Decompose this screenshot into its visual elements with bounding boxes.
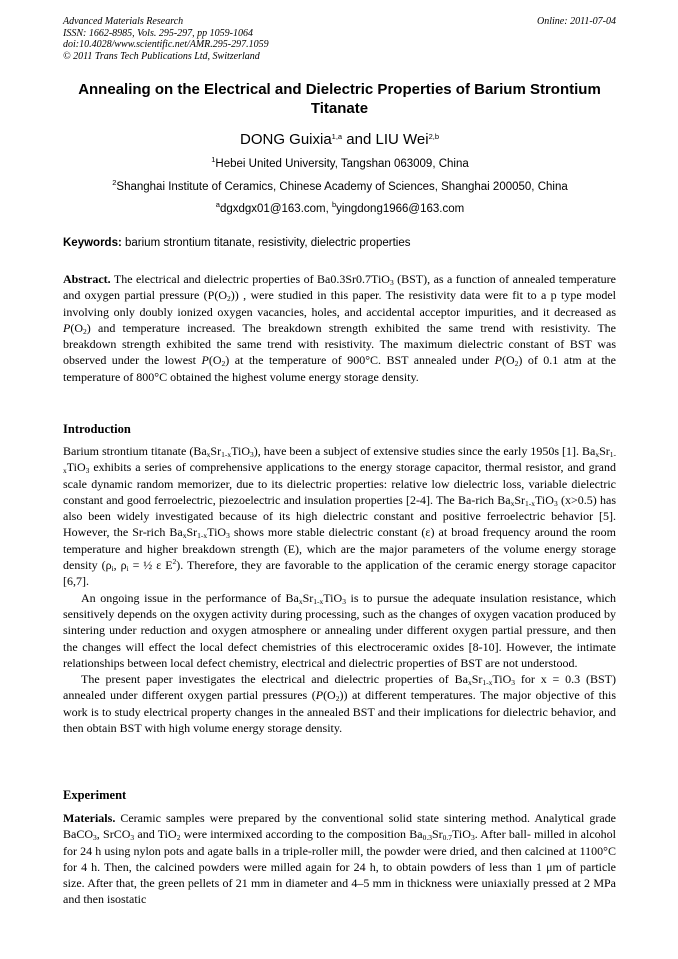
subscript: 3 xyxy=(250,450,254,459)
abstract-text: The electrical and dielectric properties of Ba0.3Sr0.7TiO xyxy=(110,272,390,286)
author-line xyxy=(63,130,616,150)
subscript: 3 xyxy=(226,531,230,541)
text-run: TiO xyxy=(452,827,471,842)
text-run: . After ball- milled in alcohol for 24 h using nylon pots and agate balls in a triple-roller mill, the powder were dried, and then calcined at 1100°C for 4 h. Then, the calcined powders were milled again for 24 h, to obtain powders of less than 1 μm of particle size. After that, the green pellets of 21 mm in diameter and 4–5 mm in thickness were uniaxially pressed at 2 MPa and then isostatic xyxy=(63,827,616,907)
affiliation-1 xyxy=(40,157,640,171)
subscript: 3 xyxy=(511,678,516,688)
subscript: 3 xyxy=(553,498,558,508)
abstract-italic: P xyxy=(201,353,209,368)
subscript: 1-x xyxy=(313,596,324,606)
author-conjunction: and xyxy=(342,131,376,148)
journal-name: Advanced Materials Research xyxy=(63,16,184,27)
subscript: 1-x xyxy=(482,678,493,688)
text-run: TiO xyxy=(535,492,554,507)
author-1-sup: 1,a xyxy=(331,132,343,141)
subscript: 3 xyxy=(342,596,346,606)
introduction-body xyxy=(63,443,616,736)
text-run: Sr xyxy=(431,827,443,842)
text-run: Sr xyxy=(599,444,610,458)
abstract-label: Abstract. xyxy=(63,272,111,286)
keywords xyxy=(63,236,616,250)
superscript: 2 xyxy=(172,557,177,567)
text-run: , SrCO xyxy=(96,827,131,842)
text-run: Sr xyxy=(210,444,222,458)
subscript: 0.7 xyxy=(442,833,453,843)
email-b: yingdong1966@163.com xyxy=(336,203,465,215)
keywords-label: Keywords: xyxy=(63,237,122,249)
affiliation-2 xyxy=(40,180,640,194)
email-a: dgxdgx01@163.com, xyxy=(219,203,332,215)
abstract-text: (O xyxy=(208,353,222,368)
affiliation-1-text: Hebei United University, Tangshan 063009, China xyxy=(215,158,469,170)
text-run: Sr xyxy=(514,492,526,507)
run-in-heading: Materials. xyxy=(63,811,116,825)
text-run: An ongoing issue in the performance of Ba xyxy=(81,590,299,605)
copyright-line: © 2011 Trans Tech Publications Ltd, Switzerland xyxy=(63,50,260,62)
subscript: 1-x xyxy=(63,450,617,476)
subscript: x xyxy=(298,596,303,606)
text-run: Sr xyxy=(186,525,198,540)
author-2: LIU Wei xyxy=(375,131,429,148)
subscript: i xyxy=(111,564,114,574)
email-line xyxy=(40,202,640,216)
subscript: x xyxy=(510,498,515,508)
text-run: Sr xyxy=(471,672,483,687)
subscript: 1-x xyxy=(525,498,536,508)
subscript: 1-x xyxy=(221,450,232,459)
text-run: and TiO xyxy=(134,827,177,842)
subscript: 2 xyxy=(176,833,181,843)
subscript: 3 xyxy=(470,833,475,843)
text-run: TiO xyxy=(207,525,227,540)
author-2-sup: 2,b xyxy=(428,132,439,141)
experiment-body xyxy=(63,810,616,908)
affiliation-2-text: Shanghai Institute of Ceramics, Chinese Academy of Sciences, Shanghai 200050, China xyxy=(116,181,568,193)
text-run: ). Therefore, they are favorable to the application of the ceramic energy storage capacitor [6,7]. xyxy=(63,558,616,589)
online-date: Online: 2011-07-04 xyxy=(537,16,616,27)
abstract-sub: 2 xyxy=(514,359,519,369)
abstract-text: ) at the temperature of 900°C. BST annealed under xyxy=(225,353,495,368)
abstract-sub: 2 xyxy=(227,294,231,304)
keywords-text: barium strontium titanate, resistivity, dielectric properties xyxy=(121,237,411,249)
text-run: TiO xyxy=(323,590,343,605)
text-run: exhibits a series of comprehensive applications to the energy storage capacitor, thermal resistor, and grand scale dynamic random memorizer, due to its dielectric properties: relative low dielectric loss, variable dielectric constant and good ferroelectric, piezoelectric and insulation properties [2-4]. The Ba-rich Ba xyxy=(63,460,616,507)
abstract-sub: 2 xyxy=(221,359,226,369)
paper-title: Annealing on the Electrical and Dielectric Properties of Barium Strontium Titanate xyxy=(78,81,601,117)
doi-line: doi:10.4028/www.scientific.net/AMR.295-297.1059 xyxy=(63,39,269,50)
subscript: x xyxy=(206,450,211,459)
email-a-sup: a xyxy=(215,200,220,209)
abstract-text: (O xyxy=(501,353,515,368)
text-run: , ρ xyxy=(113,558,127,573)
text-run: (x>0.5) has also been widely investigated because of its high dielectric constant and positive ferroelectric behavior [5]. However, the Sr-rich Ba xyxy=(63,492,616,540)
text-run: The present paper investigates the electrical and dielectric properties of Ba xyxy=(81,672,468,687)
subscript: x xyxy=(595,450,600,459)
affiliation-2-sup: 2 xyxy=(112,178,117,187)
text-run: (O xyxy=(323,688,336,703)
text-run: TiO xyxy=(231,444,250,458)
text-run: Barium strontium titanate (Ba xyxy=(63,444,207,458)
subscript: 1-x xyxy=(197,531,208,541)
abstract-text: (O xyxy=(70,320,84,335)
author-1: DONG Guixia xyxy=(239,131,332,148)
text-run: = ½ ε E xyxy=(128,558,173,573)
abstract-italic: P xyxy=(63,320,71,335)
abstract-sub: 3 xyxy=(389,278,394,287)
text-run: Ceramic samples were prepared by the conventional solid state sintering method. Analytical grade BaCO xyxy=(63,811,616,842)
paragraph xyxy=(63,590,616,671)
section-heading-experiment: Experiment xyxy=(63,788,127,802)
paragraph xyxy=(63,810,616,908)
subscript: i xyxy=(126,564,129,574)
abstract-text: )) , were studied in this paper. The resistivity data were fit to a p type model involving only doubly ionized oxygen vacancies, holes, and accidental acceptor impurities, and it decreased as xyxy=(63,288,616,319)
text-run: were intermixed according to the composition Ba xyxy=(180,827,423,842)
abstract-text: (BST), as a function of annealed temperature and oxygen partial pressure (P(O xyxy=(63,272,616,303)
abstract-text: ) and temperature increased. The breakdown strength exhibited the same trend with resistivity. The breakdown strength exhibited the same trend with resistivity. The maximum dielectric constant of BST was observed under the lowest xyxy=(63,320,616,368)
text-run: for x = 0.3 (BST) annealed under different oxygen partial pressures ( xyxy=(63,672,616,703)
abstract-text: ) of 0.1 atm at the temperature of 800°C obtained the highest volume energy storage density. xyxy=(63,353,616,384)
text-run: Sr xyxy=(302,590,314,605)
subscript: 3 xyxy=(130,833,135,843)
email-b-sup: b xyxy=(332,200,337,209)
subscript: 0.3 xyxy=(422,833,432,843)
subscript: x xyxy=(182,531,187,541)
abstract-italic: P xyxy=(494,353,502,368)
abstract xyxy=(63,271,616,385)
text-run: TiO xyxy=(492,672,512,687)
abstract-sub: 2 xyxy=(83,326,87,336)
paragraph xyxy=(63,443,616,590)
text-run: )) at different temperatures. The major objective of this work is to study electrical property changes in the annealed BST and their implications for dielectric behavior, and then obtain BST with high volume energy storage density. xyxy=(63,688,616,736)
section-heading-introduction: Introduction xyxy=(63,422,131,436)
italic-text: P xyxy=(315,688,324,703)
affiliation-1-sup: 1 xyxy=(211,155,216,164)
text-run: TiO xyxy=(66,460,86,475)
journal-header xyxy=(63,16,423,62)
text-run: shows more stable dielectric constant (ε) at broad frequency around the room temperature and higher breakdown strength (E), which are the major parameters of the volume energy storage density (ρ xyxy=(63,525,617,573)
subscript: x xyxy=(467,678,472,688)
text-run: ), have been a subject of extensive studies since the early 1950s [1]. Ba xyxy=(253,444,596,458)
subscript: 3 xyxy=(85,466,90,476)
text-run: is to pursue the adequate insulation resistance, which sensitively depends on the oxygen activity during processing, such as the changes of oxygen vacation produced by sintering under reduction and oxygen atmosphere or annealing under different oxygen partial pressure, and then the changes will effect the local defect chemistries of this electroceramic oxides [8-10]. However, the intimate relationships between local defect chemistry, electrical and dielectric properties of BST are not understood. xyxy=(63,590,616,670)
paragraph xyxy=(63,671,616,736)
issn-line: ISSN: 1662-8985, Vols. 295-297, pp 1059-1064 xyxy=(63,27,253,39)
subscript: 2 xyxy=(335,694,340,704)
subscript: 3 xyxy=(93,833,97,843)
